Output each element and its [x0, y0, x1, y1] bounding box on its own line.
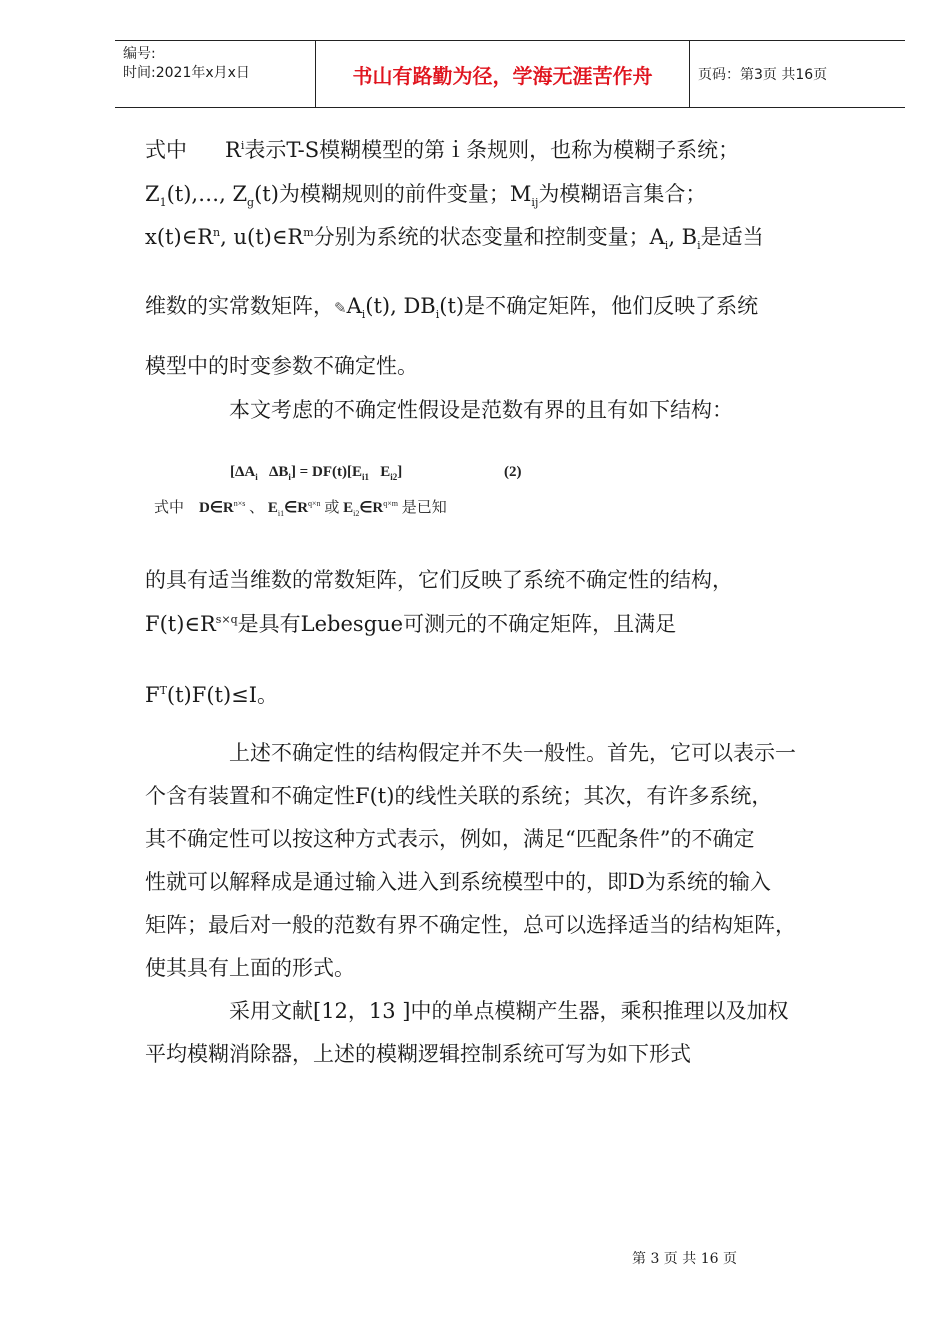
- text-fragment: (t), DB: [365, 294, 436, 318]
- text-fragment: , u(t)∈R: [220, 225, 304, 249]
- text-line-7: 的具有适当维数的常数矩阵，它们反映了系统不确定性的结构，: [145, 568, 733, 592]
- text-fragment: 分别为系统的状态变量和控制变量；A: [313, 225, 665, 249]
- subscript: i1: [277, 509, 285, 518]
- subscript: ij: [531, 196, 539, 210]
- paragraph-1-line-3: 其不确定性可以按这种方式表示，例如，满足“匹配条件”的不确定: [145, 827, 755, 851]
- text-line-4: [145, 292, 758, 322]
- formula-fragment: 式中: [154, 500, 185, 516]
- formula-fragment: E: [380, 464, 391, 480]
- subscript: i: [288, 472, 291, 482]
- formula-2: [150, 460, 542, 522]
- superscript: q×n: [308, 499, 321, 508]
- subscript: i2: [353, 509, 360, 518]
- superscript: m: [303, 226, 314, 239]
- superscript: T: [159, 684, 167, 697]
- formula-fragment: 、: [249, 500, 265, 516]
- paragraph-1-line-6: 使其具有上面的形式。: [145, 956, 355, 980]
- subscript: i2: [390, 472, 398, 482]
- text-line-9: [145, 681, 278, 709]
- header-motto: 书山有路勤为径，学海无涯苦作舟: [316, 41, 690, 107]
- page-footer: 第 3 页 共 16 页: [632, 1251, 737, 1267]
- text-fragment: (t)为模糊规则的前件变量；M: [254, 182, 532, 206]
- text-fragment: 是具有Lebesgue可测元的不确定矩阵，且满足: [237, 612, 677, 636]
- page-header: [115, 40, 905, 108]
- formula-fragment: 是已知: [401, 500, 447, 516]
- formula-fragment: E: [267, 500, 278, 516]
- header-page-label: 页码：第3页 共16页: [698, 67, 828, 83]
- subscript: i: [697, 239, 701, 253]
- text-fragment: (t)是不确定矩阵，他们反映了系统: [439, 294, 759, 318]
- formula-fragment: [ΔA: [230, 464, 256, 480]
- text-fragment: , B: [668, 225, 698, 249]
- text-fragment: F: [145, 683, 160, 707]
- superscript: s×q: [215, 613, 238, 626]
- formula-explanation: [154, 496, 447, 517]
- paragraph-2-line-2: 平均模糊消除器，上述的模糊逻辑控制系统可写为如下形式: [145, 1042, 691, 1066]
- header-number-label: 编号:: [123, 46, 156, 62]
- paragraph-1-line-4: 性就可以解释成是通过输入进入到系统模型中的，即D为系统的输入: [145, 870, 771, 894]
- paragraph-1-line-2: 个含有装置和不确定性F(t)的线性关联的系统；其次，有许多系统，: [145, 784, 773, 808]
- subscript: i1: [361, 472, 369, 482]
- text-fragment: 表示T-S模糊模型的第ｉ条规则，也称为模糊子系统；: [244, 138, 740, 162]
- formula-fragment: E: [343, 500, 354, 516]
- paragraph-2-line-1: 采用文献[12，13 ]中的单点模糊产生器，乘积推理以及加权: [229, 999, 789, 1023]
- superscript: n: [213, 226, 221, 239]
- text-fragment: A: [346, 294, 362, 318]
- text-fragment: 式中: [145, 138, 187, 162]
- text-line-6: 本文考虑的不确定性假设是范数有界的且有如下结构：: [229, 398, 733, 422]
- text-fragment: x(t)∈R: [145, 225, 214, 249]
- header-time-label: 时间:2021年x月x日: [123, 65, 250, 81]
- formula-fragment: ∈R: [284, 500, 309, 516]
- text-line-3: [145, 223, 764, 251]
- pencil-icon: ✎: [334, 299, 347, 317]
- superscript: q×m: [383, 499, 398, 508]
- text-fragment: Z: [145, 182, 160, 206]
- text-fragment: 维数的实常数矩阵，: [145, 294, 334, 318]
- paragraph-1-line-5: 矩阵；最后对一般的范数有界不确定性，总可以选择适当的结构矩阵，: [145, 913, 796, 937]
- text-line-8: [145, 610, 676, 638]
- text-line-5: 模型中的时变参数不确定性。: [145, 354, 418, 378]
- formula-equation: [230, 464, 402, 481]
- text-fragment: R: [225, 138, 241, 162]
- subscript: 1: [159, 196, 167, 210]
- formula-fragment: ΔB: [269, 464, 289, 480]
- formula-fragment: 或: [324, 500, 340, 516]
- formula-fragment: D∈R: [199, 500, 234, 516]
- text-line-1: [145, 136, 739, 164]
- paragraph-1-line-1: 上述不确定性的结构假定并不失一般性。首先，它可以表示一: [229, 741, 796, 765]
- text-fragment: 是适当: [700, 225, 764, 249]
- text-fragment: 为模糊语言集合；: [538, 182, 707, 206]
- formula-fragment: ] = DF(t)[E: [290, 464, 362, 480]
- formula-fragment: ]: [397, 464, 403, 480]
- formula-number: (2): [504, 464, 522, 480]
- formula-fragment: ∈R: [359, 500, 384, 516]
- text-fragment: F(t)∈R: [145, 612, 216, 636]
- header-meta: [115, 41, 316, 107]
- subscript: i: [255, 472, 258, 482]
- subscript: i: [361, 308, 366, 322]
- subscript: g: [247, 196, 255, 210]
- text-fragment: (t),…, Z: [166, 182, 248, 206]
- text-line-2: [145, 180, 706, 208]
- text-fragment: (t)F(t)≤I。: [166, 683, 279, 707]
- subscript: i: [435, 308, 440, 322]
- superscript: i: [240, 139, 245, 152]
- superscript: n×s: [233, 499, 246, 508]
- subscript: i: [664, 239, 669, 253]
